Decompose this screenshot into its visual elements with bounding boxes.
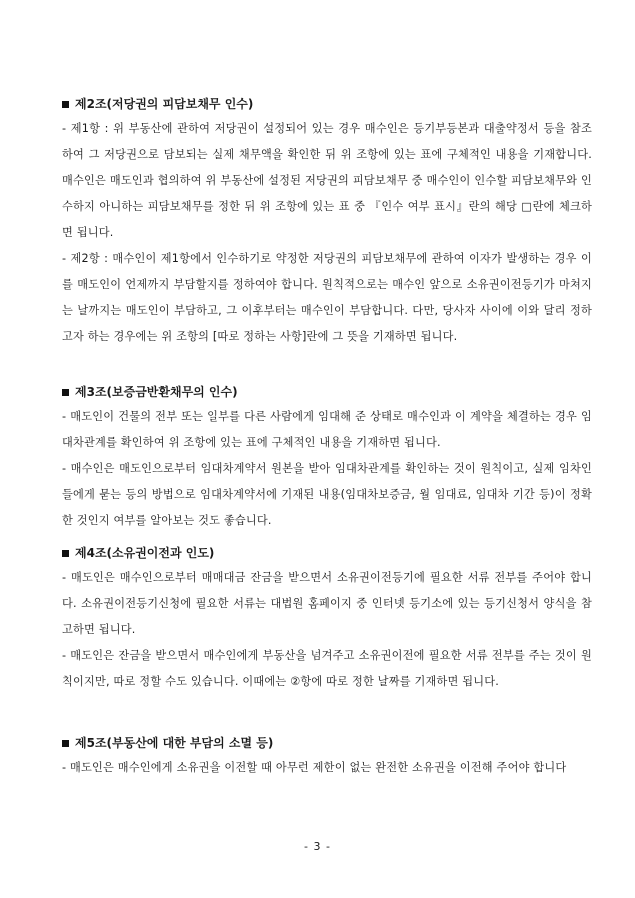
section-article-2 — [62, 96, 592, 350]
section-heading — [62, 384, 592, 400]
section-article-4 — [62, 545, 592, 695]
square-bullet-icon — [62, 101, 69, 108]
paragraph: - 매도인은 잔금을 받으면서 매수인에게 부동산을 넘겨주고 소유권이전에 필요한 서류 전부를 주는 것이 원칙이지만, 따로 정할 수도 있습니다. 이때에는 ②항에 따로 정한 날짜를 기재하면 됩니다. — [62, 649, 592, 688]
paragraph: - 매도인이 건물의 전부 또는 일부를 다른 사람에게 임대해 준 상태로 매수인과 이 계약을 체결하는 경우 임대차관계를 확인하여 위 조항에 있는 표에 구체적인 내용을 기재하면 됩니다. — [62, 410, 592, 449]
square-bullet-icon — [62, 740, 69, 747]
section-heading — [62, 735, 592, 751]
paragraph: - 매도인은 매수인에게 소유권을 이전할 때 아무런 제한이 없는 완전한 소유권을 이전해 주어야 합니다 — [62, 761, 567, 774]
paragraph: - 제2항 : 매수인이 제1항에서 인수하기로 약정한 저당권의 피담보채무에 관하여 이자가 발생하는 경우 이를 매도인이 언제까지 부담할지를 정하여야 합니다. 원칙적으로는 매수인 앞으로 소유권이전등기가 마쳐지는 날까지는 매도인이 부담하고, 그 이후부터는 매수인이 부담합니다. 다만, 당사자 사이에 이와 달리 정하고자 하는 경우에는 위 조항의 [따로 정하는 사항]란에 그 뜻을 기재하면 됩니다. — [62, 252, 592, 343]
section-heading-text: 제4조(소유권이전과 인도) — [75, 546, 215, 560]
section-article-5 — [62, 735, 592, 781]
section-heading — [62, 545, 592, 561]
section-heading — [62, 96, 592, 112]
section-article-3 — [62, 384, 592, 534]
paragraph: - 제1항 : 위 부동산에 관하여 저당권이 설정되어 있는 경우 매수인은 등기부등본과 대출약정서 등을 참조하여 그 저당권으로 담보되는 실제 채무액을 확인한 뒤 위 조항에 있는 표에 구체적인 내용을 기재합니다. 매수인은 매도인과 협의하여 위 부동산에 설정된 저당권의 피담보채무 중 매수인이 인수할 피담보채무와 인수하지 아니하는 피담보채무를 정한 뒤 위 조항에 있는 표 중 『인수 여부 표시』란의 해당 □란에 체크하면 됩니다. — [62, 122, 592, 239]
paragraph: - 매수인은 매도인으로부터 임대차계약서 원본을 받아 임대차관계를 확인하는 것이 원칙이고, 실제 임차인들에게 묻는 등의 방법으로 임대차계약서에 기재된 내용(임대차보증금, 월 임대료, 임대차 기간 등)이 정확한 것인지 여부를 알아보는 것도 좋습니다. — [62, 462, 592, 527]
section-heading-text: 제5조(부동산에 대한 부담의 소멸 등) — [75, 736, 274, 750]
square-bullet-icon — [62, 550, 69, 557]
square-bullet-icon — [62, 389, 69, 396]
page-number: - 3 - — [304, 840, 331, 853]
section-heading-text: 제3조(보증금반환채무의 인수) — [75, 385, 238, 399]
section-heading-text: 제2조(저당권의 피담보채무 인수) — [75, 97, 254, 111]
paragraph: - 매도인은 매수인으로부터 매매대금 잔금을 받으면서 소유권이전등기에 필요한 서류 전부를 주어야 합니다. 소유권이전등기신청에 필요한 서류는 대법원 홈페이지 중 인터넷 등기소에 있는 등기신청서 양식을 참고하면 됩니다. — [62, 571, 592, 636]
